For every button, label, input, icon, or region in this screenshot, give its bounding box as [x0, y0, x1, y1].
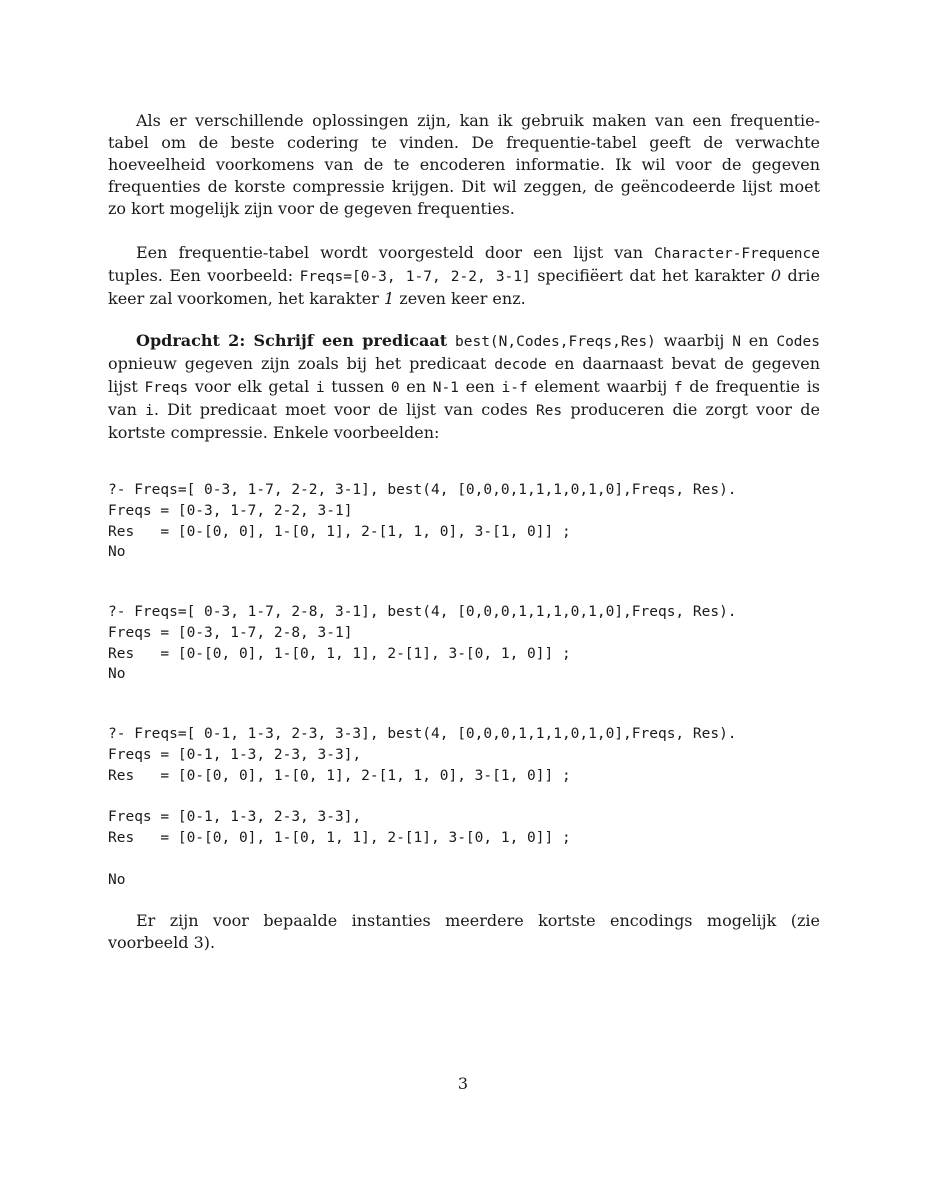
inline-code: Freqs: [144, 380, 189, 396]
inline-code: Character-Frequence: [654, 246, 820, 262]
text: specifiëert dat het karakter: [530, 266, 771, 285]
text: zeven keer enz.: [394, 289, 526, 308]
italic-text: 1: [383, 289, 395, 308]
inline-code: i: [145, 403, 154, 419]
code-example-1: ?- Freqs=[ 0-3, 1-7, 2-2, 3-1], best(4, [0,0,0,1,1,1,0,1,0],Freqs, Res). Freqs = [0-3, 1-7, 2-2, 3-1] Res = [0-[0, 0], 1-[0, 1], 2-[1, 1, 0], 3-[1, 0]] ; No: [108, 482, 737, 561]
text: en: [740, 331, 777, 350]
text: drie keer zal voorkomen, het karakter: [108, 266, 821, 308]
page-number: 3: [457, 1074, 469, 1093]
text: waarbij: [655, 331, 733, 350]
text: tuples. Een voorbeeld:: [108, 266, 300, 285]
text: tussen: [324, 377, 391, 396]
inline-code: f: [673, 380, 683, 396]
paragraph-frequency-table-intro: Als er verschillende oplossingen zijn, kan ik gebruik maken van een frequentie-tabel om de beste codering te vinden. De frequentie-tabel geeft de verwachte hoeveelheid voorkomens van de te encoderen informatie. Ik wil voor de gegeven frequenties de korste compressie krijgen. Dit wil zeggen, de geëncodeerde lijst moet zo kort mogelijk zijn voor de gegeven frequenties.: [108, 111, 820, 218]
inline-code: Codes: [776, 334, 820, 350]
inline-code: i-f: [501, 380, 528, 396]
assignment-heading: Opdracht 2: Schrijf een predicaat: [136, 331, 448, 350]
text: . Dit predicaat moet voor de lijst van codes: [153, 400, 536, 419]
text: opnieuw gegeven zijn zoals bij het predicaat: [108, 354, 495, 373]
inline-code: i: [315, 380, 325, 396]
inline-code: Res: [535, 403, 563, 419]
text: een: [458, 377, 502, 396]
text: en: [399, 377, 433, 396]
text: de frequentie is van: [108, 377, 821, 419]
inline-code: N-1: [432, 380, 459, 396]
text: voor elk getal: [188, 377, 316, 396]
paragraph-frequency-table-format: [108, 242, 820, 310]
paragraph-assignment-2: [108, 330, 820, 444]
text: produceren die zorgt voor de kortste compressie. Enkele voorbeelden:: [108, 400, 820, 442]
code-example-3: ?- Freqs=[ 0-1, 1-3, 2-3, 3-3], best(4, [0,0,0,1,1,1,0,1,0],Freqs, Res). Freqs = [0-1, 1-3, 2-3, 3-3], Res = [0-[0, 0], 1-[0, 1], 2-[1, 1, 0], 3-[1, 0]] ; Freqs = [0-1, 1-3, 2-3, 3-3], Res = [0-[0, 0], 1-[0, 1, 1], 2-[1], 3-[0, 1, 0]] ; No: [108, 726, 737, 888]
inline-code: best(N,Codes,Freqs,Res): [455, 334, 656, 350]
text: element waarbij: [527, 377, 674, 396]
code-example-2: ?- Freqs=[ 0-3, 1-7, 2-8, 3-1], best(4, [0,0,0,1,1,1,0,1,0],Freqs, Res). Freqs = [0-3, 1-7, 2-8, 3-1] Res = [0-[0, 0], 1-[0, 1, 1], 2-[1], 3-[0, 1, 0]] ; No: [108, 604, 737, 683]
inline-code: 0: [390, 380, 400, 396]
text: en daarnaast bevat de gegeven lijst: [108, 354, 820, 396]
paragraph-multiple-encodings: Er zijn voor bepaalde instanties meerdere kortste encodings mogelijk (zie voorbeeld 3).: [108, 911, 820, 952]
inline-code: decode: [494, 357, 547, 373]
text: Een frequentie-tabel wordt voorgesteld door een lijst van: [136, 243, 655, 262]
italic-text: 0: [770, 266, 782, 285]
inline-code: N: [732, 334, 741, 350]
inline-code: Freqs=[0-3, 1-7, 2-2, 3-1]: [299, 269, 531, 285]
